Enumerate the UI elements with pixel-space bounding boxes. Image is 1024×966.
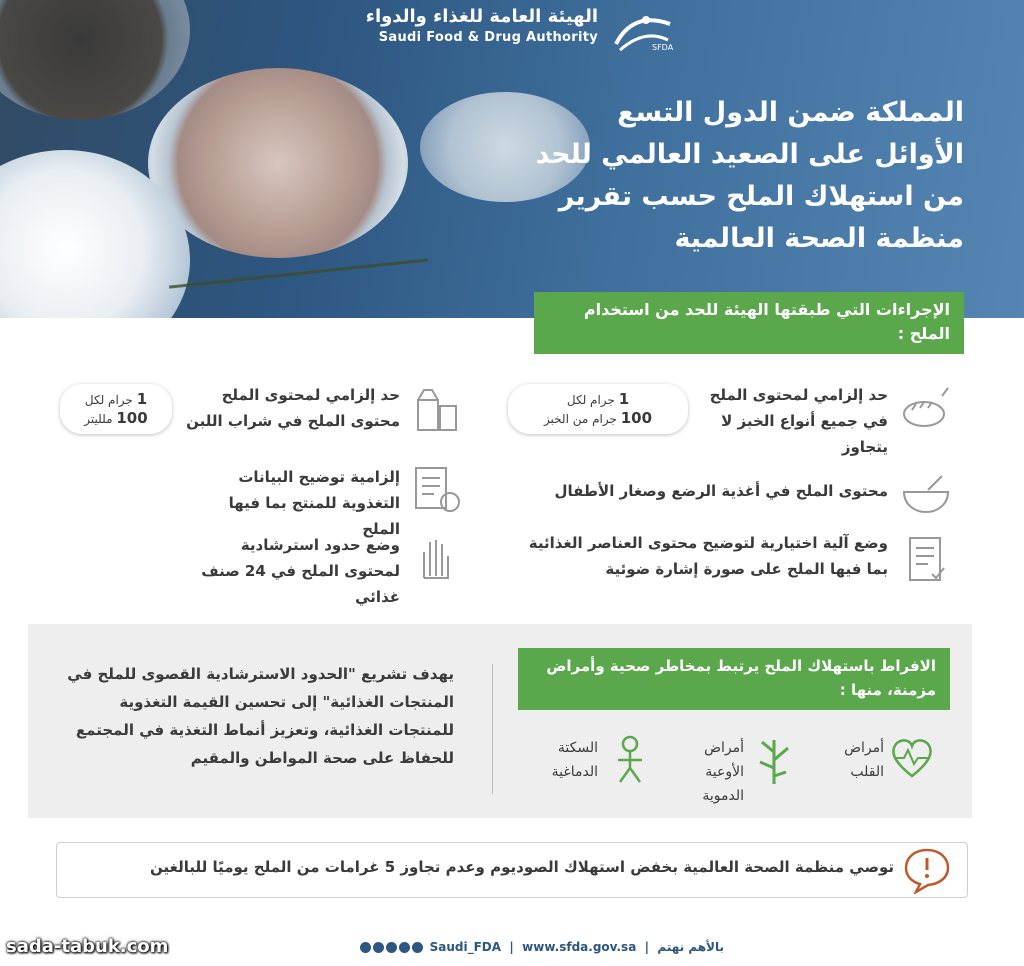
logo-arabic-name: الهيئة العامة للغذاء والدواء <box>365 6 598 27</box>
logo-english-name: Saudi Food & Drug Authority <box>378 30 598 45</box>
snapchat-icon[interactable] <box>412 942 423 953</box>
measure-nutrition-label-text: إلزامية توضيح البيانات التغذوية للمنتج بما فيها الملح <box>228 468 400 538</box>
sfda-logo-mark <box>608 10 678 54</box>
hero-title-line: منظمة الصحة العالمية <box>674 223 964 254</box>
measures-banner: الإجراءات التي طبقتها الهيئة للحد من استخدام الملح : <box>534 292 964 354</box>
pill-base-amount: 100 <box>620 409 653 427</box>
hero-title <box>404 92 964 260</box>
nutrition-checklist-icon <box>408 462 464 518</box>
facebook-icon[interactable] <box>386 942 397 953</box>
rosemary-image <box>169 259 431 318</box>
alert-bubble-icon <box>902 846 952 894</box>
disease-vessels-label: أمراض الأوعية الدموية <box>702 740 744 804</box>
stroke-person-icon <box>600 732 656 788</box>
pill-base-amount: 100 <box>116 409 148 427</box>
pill-amount: 1 <box>136 390 148 408</box>
pill-unit: جرام لكل <box>84 393 133 407</box>
hero-title-line: المملكة ضمن الدول التسع <box>617 97 964 128</box>
measure-baby-food-text: محتوى الملح في أغذية الرضع وصغار الأطفال <box>554 482 888 500</box>
svg-text:SFDA: SFDA <box>652 43 674 52</box>
pill-base: جرام من الخبز <box>543 412 617 426</box>
pill-unit: جرام لكل <box>566 393 615 407</box>
heart-pulse-icon <box>886 732 938 784</box>
measure-traffic-light-text: وضع آلية اختيارية لتوضيح محتوى العناصر الغذائية بما فيها الملح على صورة إشارة ضوئية <box>528 534 888 578</box>
youtube-icon[interactable] <box>399 942 410 953</box>
hand-stop-icon <box>408 530 464 586</box>
checklist-icon <box>898 532 954 588</box>
baby-food-bowl-icon <box>898 466 954 522</box>
bread-limit-pill <box>508 384 688 434</box>
blood-vessels-icon <box>746 732 802 788</box>
footer-separator: | <box>644 940 650 954</box>
hero-banner <box>0 0 1024 318</box>
hero-title-line: من استهلاك الملح حسب تقرير <box>558 181 964 212</box>
milk-carton-icon <box>408 382 464 438</box>
site-watermark: sada-tabuk.com <box>6 936 169 957</box>
measure-milk-text: حد إلزامي لمحتوى الملح محتوى الملح في شراب اللبن <box>186 386 400 430</box>
hero-title-line: الأوائل على الصعيد العالمي للحد <box>535 139 964 170</box>
footer-contact-line <box>360 940 724 954</box>
footer-handle[interactable]: Saudi_FDA <box>429 940 502 954</box>
twitter-icon[interactable] <box>360 942 371 953</box>
measure-guideline-limits-text: وضع حدود استرشادية لمحتوى الملح في 24 صنف غذائي <box>201 536 400 606</box>
disease-heart-label: أمراض القلب <box>844 740 884 780</box>
footer-website[interactable]: www.sfda.gov.sa <box>522 940 637 954</box>
pill-base: ملليتر <box>84 412 113 426</box>
milk-limit-pill <box>60 384 172 434</box>
pepper-bowl-image <box>0 0 190 120</box>
instagram-icon[interactable] <box>373 942 384 953</box>
regulation-aim-text: يهدف تشريع "الحدود الاسترشادية القصوى للملح في المنتجات الغذائية" إلى تحسين القيمة التغذوية للمنتجات الغذائية، وتعزيز أنماط التغذية في المجتمع للحفاظ على صحة المواطن والمقيم <box>67 665 454 767</box>
footer-separator: | <box>509 940 514 954</box>
who-recommendation-text: توصي منظمة الصحة العالمية بخفض استهلاك الصوديوم وعدم تجاوز 5 غرامات من الملح يوميًا للبالغين <box>150 858 894 876</box>
pill-amount: 1 <box>618 390 630 408</box>
footer-slogan: بالأهم نهتم <box>657 940 724 954</box>
measure-bread-text: حد إلزامي لمحتوى الملح في جميع أنواع الخبز لا يتجاوز <box>709 386 888 456</box>
disease-stroke-label: السكتة الدماغية <box>551 740 598 780</box>
pink-salt-bowl-image <box>148 68 408 258</box>
panel-divider <box>492 664 493 794</box>
salt-risks-banner: الافراط باستهلاك الملح يرتبط بمخاطر صحية وأمراض مزمنة، منها : <box>518 648 950 710</box>
bread-icon <box>898 382 954 438</box>
